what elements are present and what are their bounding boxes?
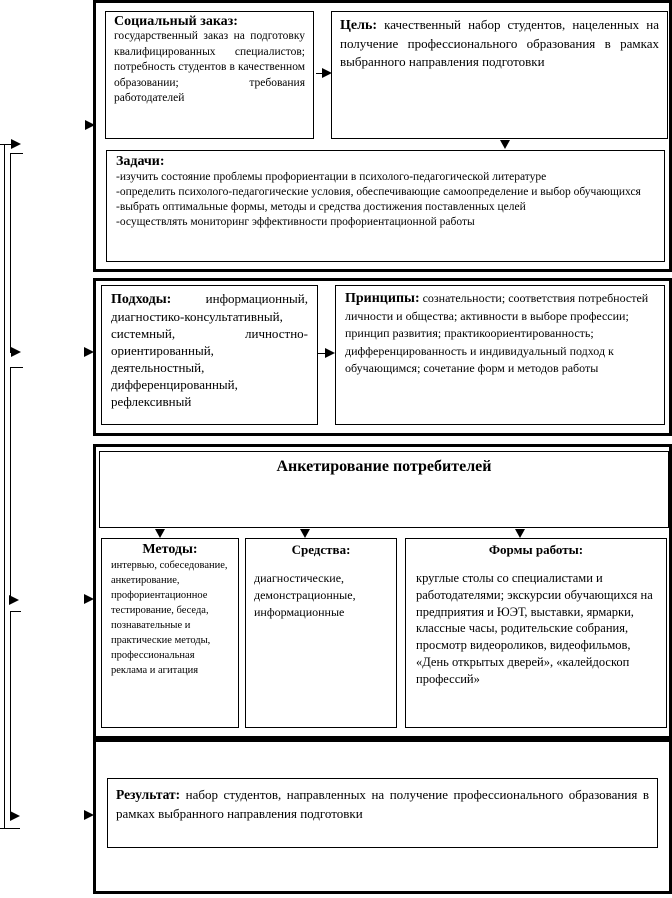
- approaches-text: информационный, диагностико-консультативный, системный, личностно-ориентированный, деятельностный, дифференцированный, рефлексивный: [111, 291, 308, 409]
- means-text: диагностические, демонстрационные, информационные: [254, 571, 356, 619]
- arrow-down-icon: [300, 529, 310, 538]
- survey-box: [99, 451, 669, 528]
- means-box: [245, 538, 397, 728]
- connector-bottom-tick: [0, 828, 20, 829]
- arrow-down-icon: [515, 529, 525, 538]
- arrow-right-icon: [11, 139, 21, 149]
- tasks-title: Задачи:: [116, 154, 165, 169]
- social-order-text: государственный заказ на подготовку квалифицированных специалистов; потребность студентов в качественном образовании; требования работодателей: [114, 30, 305, 104]
- connector-tick: [10, 367, 23, 368]
- connector-inner-vertical-1: [10, 153, 11, 353]
- approaches-box: [101, 285, 318, 425]
- arrow-down-icon: [500, 140, 510, 149]
- tasks-box: [106, 150, 665, 262]
- task-item: -изучить состояние проблемы профориентации в психолого-педагогической литературе: [116, 171, 547, 183]
- arrow-right-icon: [9, 595, 19, 605]
- task-item: -выбрать оптимальные формы, методы и средства достижения поставленных целей: [116, 201, 526, 213]
- goal-title: Цель:: [340, 18, 378, 33]
- forms-text: круглые столы со специалистами и работодателями; экскурсии обучающихся на предприятия и ЮЭТ, выставки, ярмарки, классные часы, родительские собрания, просмотр видеороликов, видеофильмов, «День открытых дверей», «калейдоскоп профессий»: [416, 571, 653, 686]
- arrow-right-icon: [11, 347, 21, 357]
- connector-inner-vertical-3: [10, 611, 11, 817]
- result-text: набор студентов, направленных на получение профессионального образования в рамках выбранного направления подготовки: [116, 787, 649, 821]
- connector-tick: [10, 611, 21, 612]
- principles-box: [335, 285, 665, 425]
- methods-title: Методы:: [142, 542, 198, 557]
- arrow-down-icon: [155, 529, 165, 538]
- goal-text: качественный набор студентов, нацеленных на получение профессионального образования в рамках выбранного направления подготовки: [340, 17, 659, 69]
- arrow-right-icon: [325, 348, 335, 358]
- means-title: Средства:: [291, 542, 351, 557]
- methods-text: интервью, собеседование, анкетирование, профориентационное тестирование, беседа, познавательные и практические методы, профессиональная реклама и агитация: [111, 560, 228, 676]
- task-item: -осуществлять мониторинг эффективности профориентационной работы: [116, 216, 475, 228]
- connector-tick: [10, 153, 23, 154]
- connector-outer-vertical: [4, 144, 5, 829]
- social-order-title: Социальный заказ:: [114, 14, 238, 29]
- survey-title: Анкетирование потребителей: [276, 458, 492, 475]
- result-title: Результат:: [116, 787, 181, 802]
- forms-title: Формы работы:: [488, 542, 584, 557]
- approaches-title: Подходы:: [111, 292, 172, 307]
- arrow-right-icon: [10, 811, 20, 821]
- forms-box: [405, 538, 667, 728]
- principles-text: сознательности; соответствия потребностей личности и общества; активности в выборе профессии; принцип развития; практикоориентированность; дифференцированность и индивидуальный подход к обучающимся; сочетание форм и методов работы: [345, 291, 649, 375]
- social-order-box: [105, 11, 314, 139]
- connector-inner-vertical-2: [10, 367, 11, 601]
- result-box: [107, 778, 658, 848]
- principles-title: Принципы:: [345, 291, 420, 306]
- task-item: -определить психолого-педагогические условия, обеспечивающие самоопределение и выбор обучающихся: [116, 186, 641, 198]
- goal-box: [331, 11, 668, 139]
- methods-box: [101, 538, 239, 728]
